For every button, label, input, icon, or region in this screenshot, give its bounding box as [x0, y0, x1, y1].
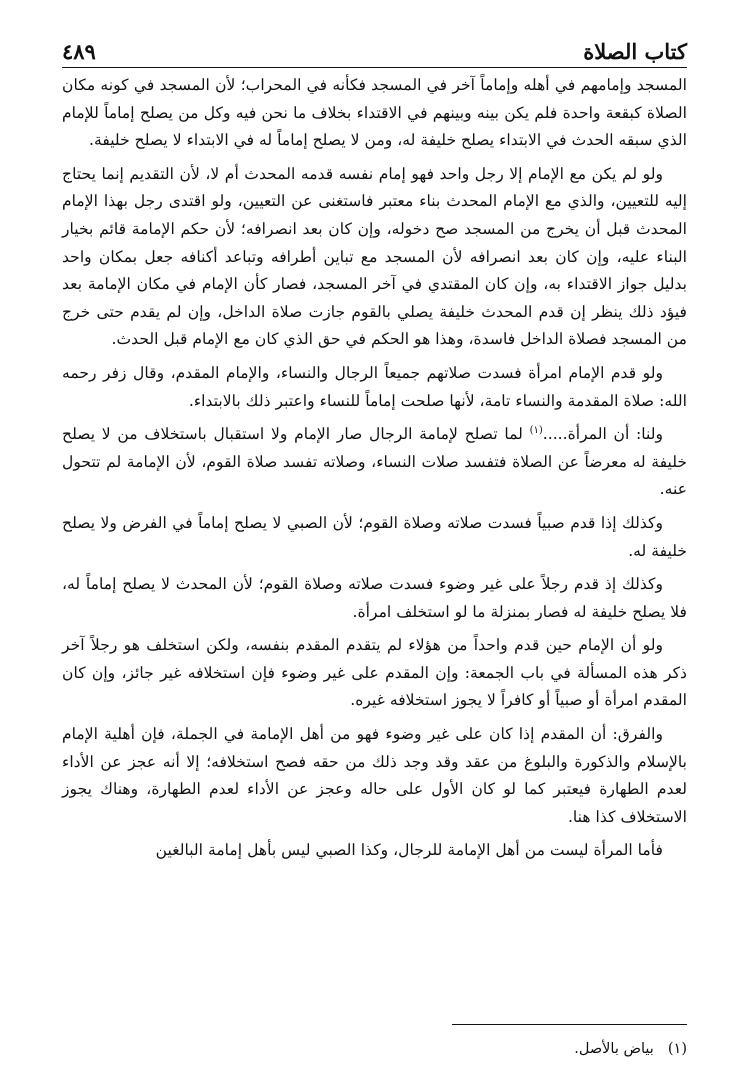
page-header — [62, 32, 687, 64]
paragraph-with-footnote — [62, 421, 687, 504]
main-text — [62, 72, 687, 871]
running-title: كتاب الصلاة — [583, 39, 687, 64]
footnote-text: بياض بالأصل. — [574, 1041, 654, 1057]
footnote — [62, 1038, 687, 1060]
paragraph: والفرق: أن المقدم إذا كان على غير وضوء فهو من أهل الإمامة في الجملة، فإن أهلية الإمام بالإسلام والذكورة والبلوغ من عقد وقد وجد ذلك من حقه فصح استخلافه؛ إلا أنه عجز عن الأداء لعدم الطهارة فيعتبر كما لو كان الأول على حاله وعجز عن الأداء لعدم الطهارة، وهناك يجوز الاستخلاف كذا هنا. — [62, 725, 687, 826]
paragraph: وكذلك إذا قدم صبياً فسدت صلاته وصلاة القوم؛ لأن الصبي لا يصلح إماماً في الفرض ولا يصلح خليفة له. — [62, 513, 687, 560]
footnote-number: (١) — [667, 1041, 687, 1057]
paragraph-text: ولنا: أن المرأة..... — [542, 425, 663, 444]
paragraph: وكذلك إذ قدم رجلاً على غير وضوء فسدت صلاته وصلاة القوم؛ لأن المحدث لا يصلح إماماً له، فلا يصلح خليفة له فصار بمنزلة ما لو استخلف امرأة. — [62, 575, 687, 621]
paragraph: ولو لم يكن مع الإمام إلا رجل واحد فهو إمام نفسه قدمه المحدث أم لا، لأن التقديم إنما يحتاج إليه للتعيين، والذي مع الإمام المحدث بناء معتبر فاستغنى عن التعيين، ولو اقتدى رجل بهذا الإمام المحدث قبل أن يخرج من المسجد صح دخوله، وإن كان بعد انصرافه؛ لأن حكم الإمامة قائم بخيار البناء عليه، وإن كان بعد انصرافه لأن المسجد مع تباين أطرافه وتباعد أكنافه جعل بمكان واحد بدليل جواز الاقتداء به، وإن كان المقتدي في آخر المسجد، فصار كأن الإمام في مكان الإمامة بعد فيؤد ذلك ينظر إن قدم المحدث خليفة يصلي بالقوم جازت صلاة الداخل، وإن لم يقدم حتى خرج من المسجد فصلاة الداخل فاسدة، وهذا هو الحكم في حق الذي كان مع الإمام قبل الحدث. — [62, 164, 687, 349]
paragraph: فأما المرأة ليست من أهل الإمامة للرجال، وكذا الصبي ليس بأهل إمامة البالغين — [155, 841, 663, 860]
paragraph-text: لما تصلح لإمامة الرجال صار الإمام ولا استقبال باستخلاف من لا يصلح خليفة له معرضاً عن الصلاة فتفسد صلات النساء، وصلاته تفسد صلاة القوم، لأن الإمامة لم تتحول عنه. — [62, 425, 687, 499]
footnote-marker: (١) — [529, 424, 543, 436]
paragraph: ولو أن الإمام حين قدم واحداً من هؤلاء لم يتقدم المقدم بنفسه، ولكن استخلف هو رجلاً آخر ذكر هذه المسألة في باب الجمعة: وإن المقدم على غير وضوء فإن استخلافه غير جائز، وإن كان المقدم امرأة أو صبياً أو كافراً لا يجوز استخلافه غيره. — [62, 636, 687, 710]
paragraph: المسجد وإمامهم في أهله وإماماً آخر في المسجد فكأنه في المحراب؛ لأن المسجد في كونه مكان الصلاة كبقعة واحدة فلم يكن بينه وبينهم في الاقتداء بخلاف ما نحن فيه وكل من يصلح إماماً للإمام الذي سبقه الحدث في الابتداء يصلح خليفة له، ومن لا يصلح إماماً له في الابتداء لا يصلح خليفة. — [62, 76, 687, 150]
page-number: ٤٨٩ — [62, 39, 96, 64]
header-rule — [62, 67, 687, 68]
footnote-rule — [452, 1024, 687, 1025]
paragraph: ولو قدم الإمام امرأة فسدت صلاتهم جميعاً الرجال والنساء، والإمام المقدم، وقال زفر رحمه الله: صلاة المقدمة والنساء تامة، لأنها صلحت إماماً للنساء واعتبر ذلك بالابتداء. — [62, 363, 687, 410]
